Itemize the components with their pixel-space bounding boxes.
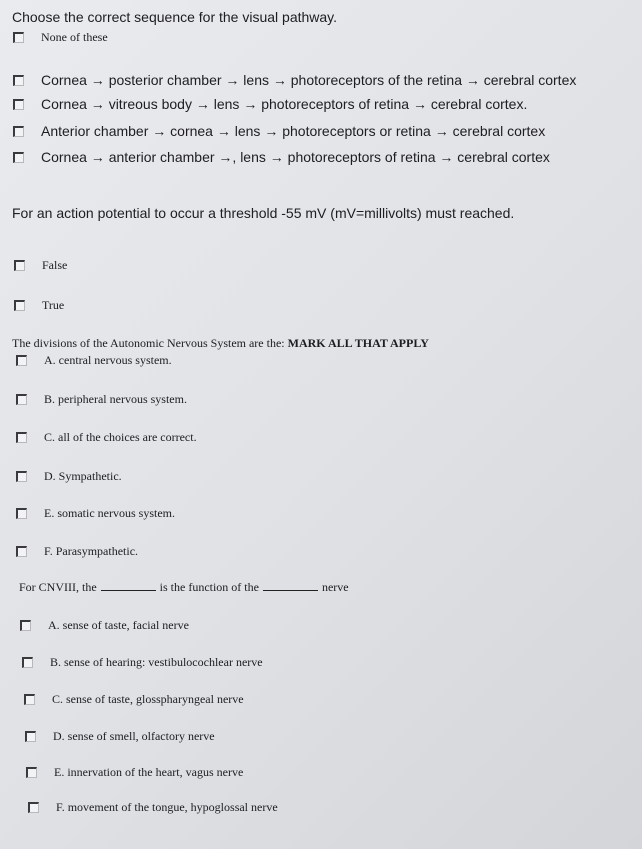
option-label: C. sense of taste, glosspharyngeal nerve <box>52 692 244 706</box>
option-label: Cornea → posterior chamber → lens → photoreceptors of the retina → cerebral cortex <box>41 72 577 88</box>
option-label: False <box>42 258 68 272</box>
checkbox[interactable] <box>14 260 25 271</box>
option-label: E. innervation of the heart, vagus nerve <box>54 765 244 779</box>
option-label: F. Parasympathetic. <box>44 544 139 558</box>
option-label: B. peripheral nervous system. <box>44 392 187 406</box>
question-2-text: For an action potential to occur a threshold -55 mV (mV=millivolts) must reached. <box>12 205 515 221</box>
checkbox[interactable] <box>16 394 27 405</box>
q4-option-c[interactable] <box>24 692 244 707</box>
checkbox[interactable] <box>26 767 37 778</box>
question-3-emphasis: MARK ALL THAT APPLY <box>287 336 429 350</box>
checkbox[interactable] <box>13 99 24 110</box>
question-4-middle: is the function of the <box>159 580 259 594</box>
option-label: None of these <box>41 30 108 44</box>
q1-option-none[interactable] <box>13 30 108 45</box>
checkbox[interactable] <box>25 731 36 742</box>
q4-option-a[interactable] <box>20 618 189 633</box>
q3-option-b[interactable] <box>16 392 187 407</box>
q2-option-false[interactable] <box>14 258 67 273</box>
checkbox[interactable] <box>16 355 27 366</box>
question-3-text <box>12 336 429 351</box>
option-label: F. movement of the tongue, hypoglossal nerve <box>56 800 278 814</box>
question-3-prompt: The divisions of the Autonomic Nervous System are the: <box>12 336 285 350</box>
option-label: A. sense of taste, facial nerve <box>48 618 189 632</box>
q3-option-f[interactable] <box>16 544 138 559</box>
checkbox[interactable] <box>16 546 27 557</box>
q4-option-d[interactable] <box>25 729 215 744</box>
checkbox[interactable] <box>13 75 24 86</box>
q4-option-f[interactable] <box>28 800 278 815</box>
option-label: D. Sympathetic. <box>44 469 122 483</box>
checkbox[interactable] <box>28 802 39 813</box>
option-label: Anterior chamber → cornea → lens → photoreceptors or retina → cerebral cortex <box>41 123 546 139</box>
q3-option-d[interactable] <box>16 469 122 484</box>
q1-option-e[interactable] <box>13 149 550 165</box>
checkbox[interactable] <box>24 694 35 705</box>
answer-blank-1 <box>101 580 156 591</box>
question-4-text <box>19 580 349 595</box>
checkbox[interactable] <box>22 657 33 668</box>
q3-option-c[interactable] <box>16 430 197 445</box>
checkbox[interactable] <box>13 32 24 43</box>
option-label: B. sense of hearing: vestibulocochlear nerve <box>50 655 263 669</box>
checkbox[interactable] <box>20 620 31 631</box>
option-label: Cornea → vitreous body → lens → photoreceptors of retina → cerebral cortex. <box>41 96 528 112</box>
checkbox[interactable] <box>13 152 24 163</box>
question-4-suffix: nerve <box>321 580 349 594</box>
checkbox[interactable] <box>13 126 24 137</box>
q2-option-true[interactable] <box>14 298 64 313</box>
q4-option-b[interactable] <box>22 655 263 670</box>
q4-option-e[interactable] <box>26 765 243 780</box>
checkbox[interactable] <box>16 508 27 519</box>
checkbox[interactable] <box>14 300 25 311</box>
option-label: A. central nervous system. <box>44 353 172 367</box>
answer-blank-2 <box>263 580 318 591</box>
question-4-prefix: For CNVIII, the <box>19 580 97 594</box>
option-label: D. sense of smell, olfactory nerve <box>53 729 215 743</box>
option-label: Cornea → anterior chamber →, lens → photoreceptors of retina → cerebral cortex <box>41 149 550 165</box>
checkbox[interactable] <box>16 432 27 443</box>
checkbox[interactable] <box>16 471 27 482</box>
option-label: True <box>42 298 65 312</box>
q1-option-b[interactable] <box>13 72 576 88</box>
q1-option-c[interactable] <box>13 96 527 112</box>
q3-option-a[interactable] <box>16 353 172 368</box>
option-label: E. somatic nervous system. <box>44 506 175 520</box>
question-1-text: Choose the correct sequence for the visual pathway. <box>12 9 338 25</box>
q3-option-e[interactable] <box>16 506 175 521</box>
option-label: C. all of the choices are correct. <box>44 430 197 444</box>
q1-option-d[interactable] <box>13 123 545 139</box>
